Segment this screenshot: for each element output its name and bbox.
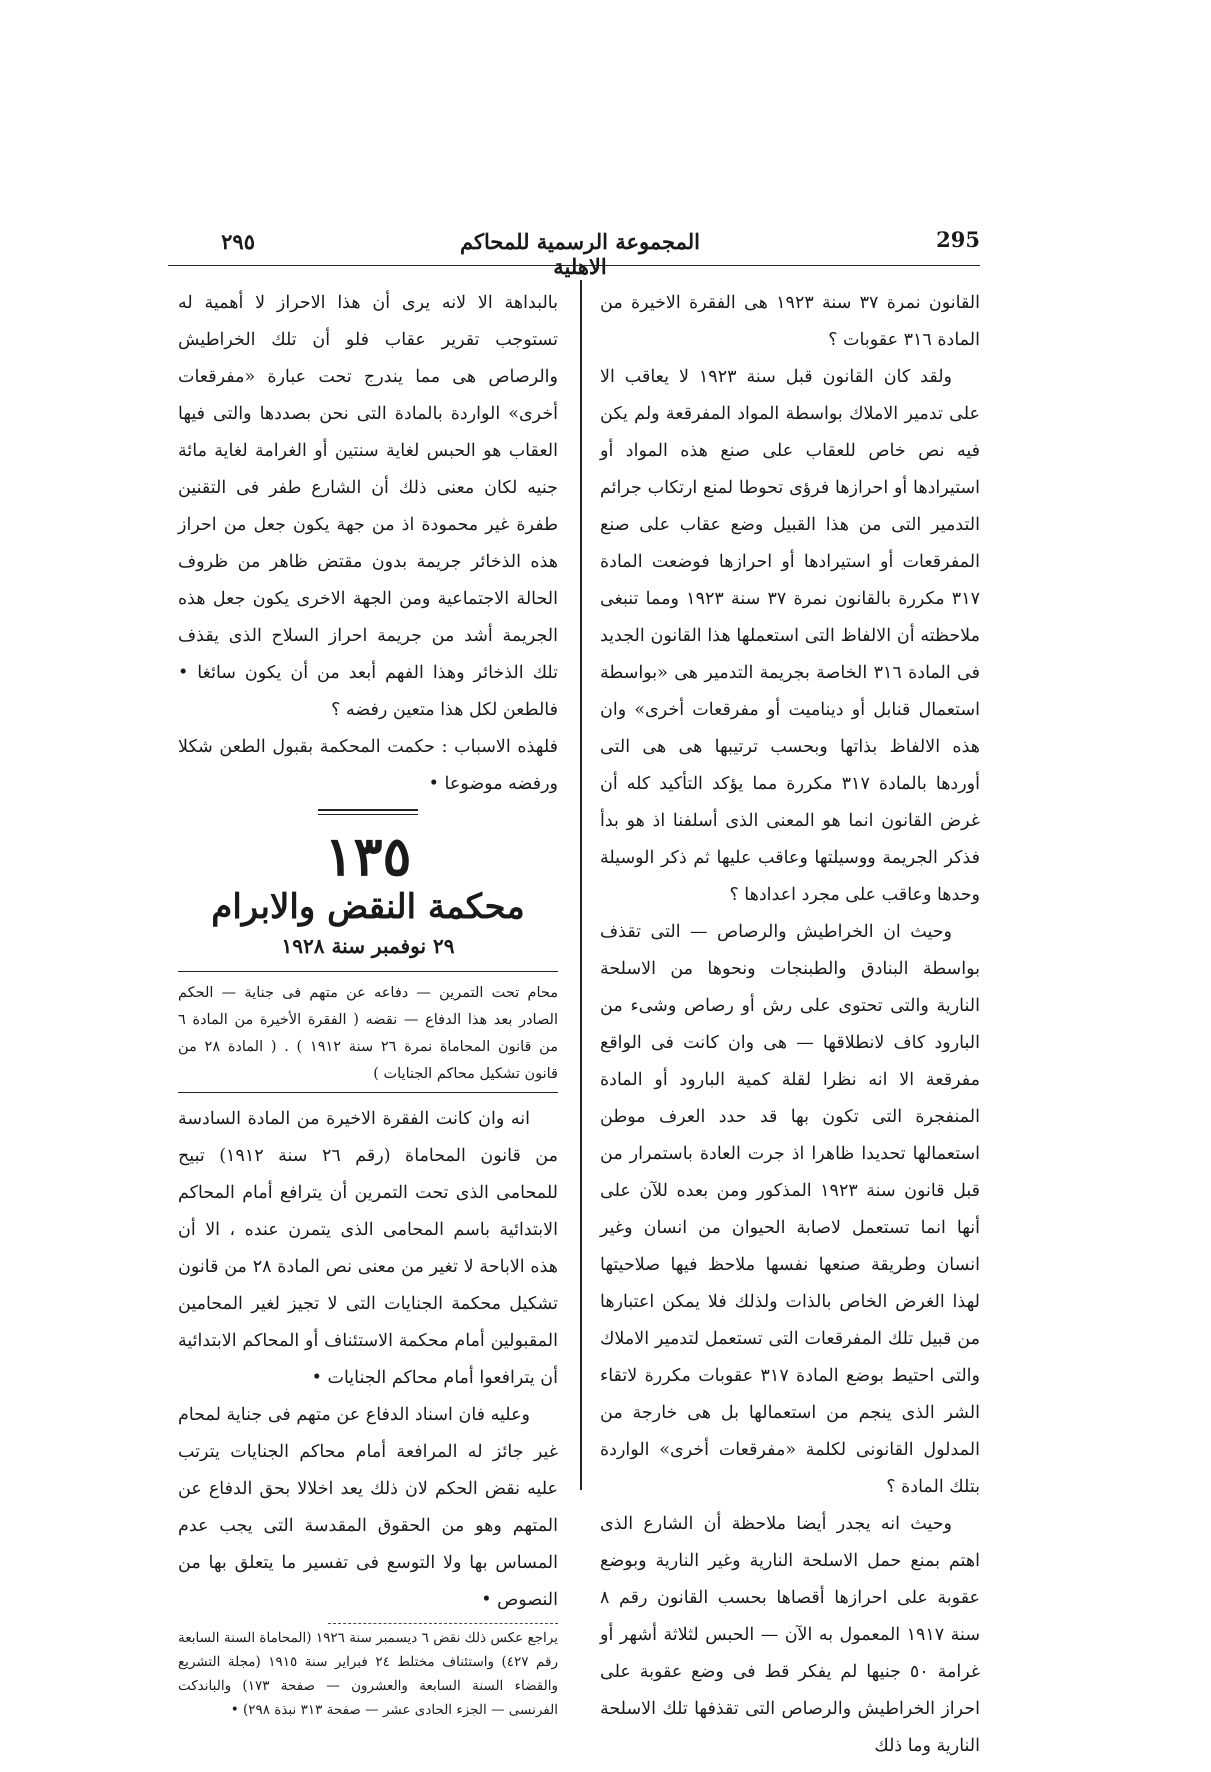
paragraph: بالبداهة الا لانه يرى أن هذا الاحراز لا أهمية له تستوجب تقرير عقاب فلو أن تلك الخراطيش والرصاص هى مما يندرج تحت عبارة «مفرقعات أخرى» الواردة بالمادة التى نحن بصددها والتى فيها العقاب هو الحبس لغاية سنتين أو الغرامة لغاية مائة جنيه لكان معنى ذلك أن الشارع طفر فى التقنين طفرة غير محمودة اذ من جهة يكون جعل من احراز هذه الذخائر جريمة بدون مقتض ظاهر من ظروف الحالة الاجتماعية ومن الجهة الاخرى يكون جعل هذه الجريمة أشد من جريمة احراز السلاح الذى يقذف تلك الذخائر وهذا الفهم أبعد من أن يكون سائغا • فالطعن لكل هذا متعين رفضه ؟ bbox=[178, 293, 558, 720]
page-header bbox=[160, 225, 980, 279]
ruling-paragraph: فلهذه الاسباب : حكمت المحكمة بقبول الطعن شكلا ورفضه موضوعا • bbox=[178, 737, 558, 794]
journal-title: المجموعة الرسمية للمحاكم الاهلية bbox=[460, 229, 700, 279]
case-number: ١٣٥ bbox=[324, 824, 412, 888]
footnote-rule bbox=[328, 1623, 558, 1624]
section-separator bbox=[318, 809, 418, 811]
summary-rule bbox=[178, 971, 558, 972]
paragraph: ولقد كان القانون قبل سنة ١٩٢٣ لا يعاقب الا على تدمير الاملاك بواسطة المواد المفرقعة ولم يكن فيه نص خاص للعقاب على صنع هذه المواد أو استيرادها أو احرازها فرؤى تحوطا لمنع ارتكاب جرائم التدمير التى من هذا القبيل وضع عقاب على صنع المفرقعات أو استيرادها أو احرازها فوضعت المادة ٣١٧ مكررة بالقانون نمرة ٣٧ سنة ١٩٢٣ ومما تنبغى ملاحظته أن الالفاظ التى استعملها هذا القانون الجديد فى المادة ٣١٦ الخاصة بجريمة التدمير هى «بواسطة استعمال قنابل أو ديناميت أو مفرقعات أخرى» وان هذه الالفاظ بذاتها وبحسب ترتيبها هى هى التى أوردها بالمادة ٣١٧ مكررة مما يؤكد التأكيد كله أن غرض القانون انما هو المعنى الذى أسلفنا اذ هو بدأ فذكر الجريمة ووسيلتها وعاقب عليها ثم ذكر الوسيلة وحدها وعاقب على مجرد اعدادها ؟ bbox=[600, 367, 980, 905]
right-column bbox=[600, 285, 980, 1765]
header-rule bbox=[168, 265, 980, 266]
paragraph: القانون نمرة ٣٧ سنة ١٩٢٣ هى الفقرة الاخيرة من المادة ٣١٦ عقوبات ؟ bbox=[600, 293, 980, 350]
paragraph: وعليه فان اسناد الدفاع عن متهم فى جناية لمحام غير جائز له المرافعة أمام محاكم الجنايات يترتب عليه نقض الحكم لان ذلك يعد اخلالا بحق الدفاع عن المتهم وهو من الحقوق المقدسة التى يجب عدم المساس بها ولا التوسع فى تفسير ما يتعلق بها من النصوص • bbox=[178, 1405, 558, 1610]
page-number-arabic: ٢٩٥ bbox=[221, 229, 255, 254]
column-divider bbox=[580, 280, 582, 1490]
left-column bbox=[178, 285, 558, 1722]
paragraph: وحيث ان الخراطيش والرصاص — التى تقذف بواسطة البنادق والطبنجات ونحوها من الاسلحة النارية والتى تحتوى على رش أو رصاص وشىء من البارود كاف لانطلاقها — هى وان كانت فى الواقع مفرقعة الا انه نظرا لقلة كمية البارود أو المادة المنفجرة التى تكون بها قد حدد العرف موطن استعمالها تحديدا ظاهرا اذ جرت العادة باستمرار من قبل قانون سنة ١٩٢٣ المذكور ومن بعده للآن على أنها انما تستعمل لاصابة الحيوان من انسان وغير انسان وطريقة صنعها نفسها ملاحظ فيها صلاحيتها لهذا الغرض الخاص بالذات ولذلك فلا يمكن اعتبارها من قبيل تلك المفرقعات التى تستعمل لتدمير الاملاك والتى احتيط بوضع المادة ٣١٧ عقوبات مكررة لاتقاء الشر الذى ينجم من استعمالها بل هى خارجة من المدلول القانونى لكلمة «مفرقعات أخرى» الواردة بتلك المادة ؟ bbox=[600, 922, 980, 1497]
summary-rule bbox=[178, 1092, 558, 1093]
paragraph: وحيث انه يجدر أيضا ملاحظة أن الشارع الذى اهتم بمنع حمل الاسلحة النارية وغير النارية وبوضع عقوبة على احرازها أقصاها بحسب القانون رقم ٨ سنة ١٩١٧ المعمول به الآن — الحبس لثلاثة أشهر أو غرامة ٥٠ جنيها لم يفكر قط فى وضع عقوبة على احراز الخراطيش والرصاص التى تقذفها تلك الاسلحة النارية وما ذلك bbox=[600, 1514, 981, 1756]
paragraph: انه وان كانت الفقرة الاخيرة من المادة السادسة من قانون المحاماة (رقم ٢٦ سنة ١٩١٢) تبيح للمحامى الذى تحت التمرين أن يترافع أمام المحاكم الابتدائية باسم المحامى الذى يتمرن عنده ، الا أن هذه الاباحة لا تغير من معنى نص المادة ٢٨ من قانون تشكيل محكمة الجنايات التى لا تجيز لغير المحامين المقبولين أمام محكمة الاستئناف أو المحاكم الابتدائية أن يترافعوا أمام محاكم الجنايات • bbox=[178, 1109, 559, 1388]
court-name: محكمة النقض والابرام bbox=[211, 887, 525, 927]
section-separator bbox=[318, 814, 418, 815]
case-summary: محام تحت التمرين — دفاعه عن متهم فى جناية — الحكم الصادر بعد هذا الدفاع — نقضه ( الفقرة الأخيرة من المادة ٦ من قانون المحاماة نمرة ٢٦ سنة ١٩١٢ ) . ( المادة ٢٨ من قانون تشكيل محاكم الجنايات ) bbox=[178, 985, 558, 1082]
page-number-latin: 295 bbox=[936, 227, 980, 252]
decision-date: ٢٩ نوفمبر سنة ١٩٢٨ bbox=[281, 934, 455, 958]
footnote: يراجع عكس ذلك نقض ٦ ديسمبر سنة ١٩٢٦ (المحاماة السنة السابعة رقم ٤٢٧) واستئناف مختلط ٢٤ فبراير سنة ١٩١٥ (مجلة التشريع والقضاء السنة السابعة والعشرون — صفحة ١٧٣) والباندكت الفرنسى — الجزء الحادى عشر — صفحة ٣١٣ نبذة ٢٩٨) • bbox=[178, 1630, 559, 1718]
